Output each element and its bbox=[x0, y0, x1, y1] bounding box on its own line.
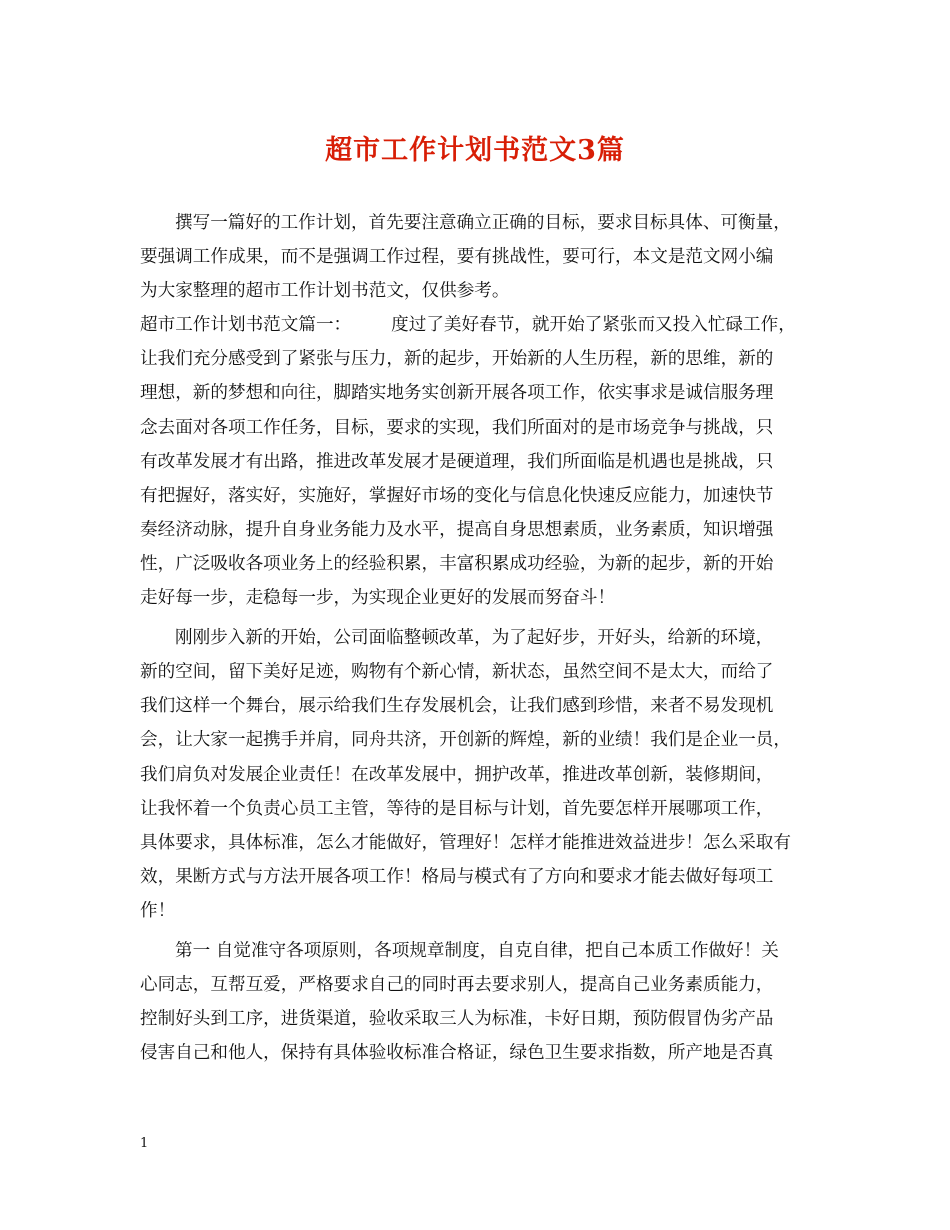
page-number: 1 bbox=[140, 1136, 149, 1151]
intro-line: 撰写一篇好的工作计划，首先要注意确立正确的目标，要求目标具体、可衡量， bbox=[175, 213, 791, 233]
para3-line: 侵害自己和他人，保持有具体验收标准合格证，绿色卫生要求指数，所产地是否真 bbox=[140, 1043, 774, 1064]
document-title: 超市工作计划书范文3篇 bbox=[325, 135, 625, 166]
section1-line: 走好每一步，走稳每一步，为实现企业更好的发展而努奋斗！ bbox=[140, 588, 616, 609]
section1-line: 性，广泛吸收各项业务上的经验积累，丰富积累成功经验，为新的起步，新的开始 bbox=[140, 553, 774, 574]
para3-line: 心同志，互帮互爱，严格要求自己的同时再去要求别人，提高自己业务素质能力， bbox=[140, 975, 774, 996]
para2-line: 刚刚步入新的开始，公司面临整顿改革，为了起好步，开好头，给新的环境， bbox=[175, 628, 774, 649]
intro-line: 为大家整理的超市工作计划书范文，仅供参考。 bbox=[140, 281, 510, 302]
document-body bbox=[140, 206, 830, 1070]
para2-line: 我们这样一个舞台，展示给我们生存发展机会，让我们感到珍惜，来者不易发现机 bbox=[140, 696, 774, 717]
para2-line: 新的空间，留下美好足迹，购物有个新心情，新状态，虽然空间不是太大，而给了 bbox=[140, 662, 774, 683]
section1-line: 奏经济动脉，提升自身业务能力及水平，提高自身思想素质，业务素质，知识增强 bbox=[140, 519, 774, 540]
para2-line: 具体要求，具体标准，怎么才能做好，管理好！怎样才能推进效益进步！怎么采取有 bbox=[140, 832, 791, 853]
para3-line: 第一 自觉准守各项原则，各项规章制度，自克自律，把自己本质工作做好！关 bbox=[175, 940, 779, 961]
section1-line: 有改革发展才有出路，推进改革发展才是硬道理，我们所面临是机遇也是挑战，只 bbox=[140, 451, 774, 472]
section-heading: 超市工作计划书范文篇一： bbox=[140, 315, 352, 336]
para3-line: 控制好头到工序，进货渠道，验收采取三人为标准，卡好日期，预防假冒伪劣产品 bbox=[140, 1009, 774, 1030]
para2-line: 作！ bbox=[140, 900, 176, 921]
section1-line: 让我们充分感受到了紧张与压力，新的起步，开始新的人生历程，新的思维，新的 bbox=[140, 349, 774, 370]
para2-line: 效，果断方式与方法开展各项工作！格局与模式有了方向和要求才能去做好每项工 bbox=[140, 866, 774, 887]
section1-line: 有把握好，落实好，实施好，掌握好市场的变化与信息化快速反应能力，加速快节 bbox=[140, 485, 774, 506]
para2-line: 让我怀着一个负责心员工主管，等待的是目标与计划，首先要怎样开展哪项工作， bbox=[140, 798, 774, 819]
intro-line: 要强调工作成果，而不是强调工作过程，要有挑战性，要可行，本文是范文网小编 bbox=[140, 247, 774, 268]
section1-line: 理想，新的梦想和向往，脚踏实地务实创新开展各项工作，依实事求是诚信服务理 bbox=[140, 383, 774, 404]
section1-first-line bbox=[140, 308, 830, 342]
section1-line: 念去面对各项工作任务，目标，要求的实现，我们所面对的是市场竞争与挑战，只 bbox=[140, 417, 774, 438]
para2-line: 会，让大家一起携手并肩，同舟共济，开创新的辉煌，新的业绩！我们是企业一员， bbox=[140, 730, 791, 751]
para2-line: 我们肩负对发展企业责任！在改革发展中，拥护改革，推进改革创新，装修期间， bbox=[140, 764, 774, 785]
section1-first-text: 度过了美好春节，就开始了紧张而又投入忙碌工作， bbox=[391, 315, 796, 336]
